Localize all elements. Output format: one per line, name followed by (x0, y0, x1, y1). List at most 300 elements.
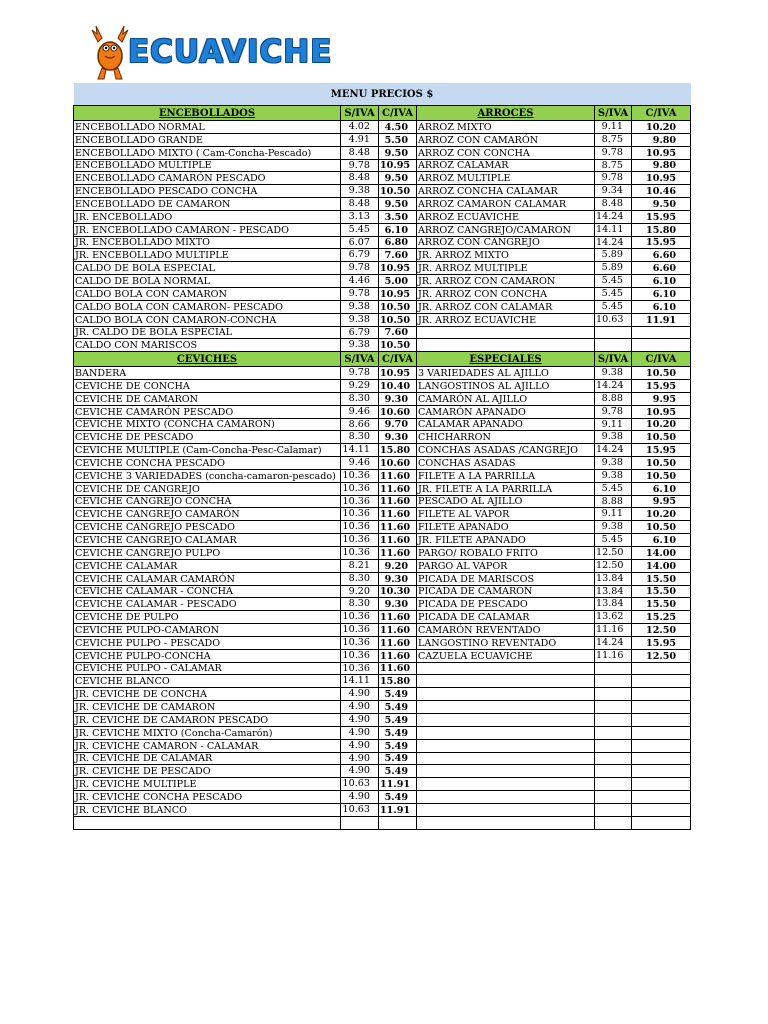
price-with-tax: 11.60 (379, 508, 417, 521)
item-name: CALAMAR APANADO (417, 418, 595, 431)
item-name: CAMARÓN REVENTADO (417, 624, 595, 637)
menu-row (74, 198, 691, 211)
menu-row (74, 367, 691, 380)
price-without-tax (341, 816, 379, 829)
price-without-tax: 10.36 (341, 662, 379, 675)
price-without-tax: 9.38 (341, 313, 379, 326)
item-name: CEVICHE DE CONCHA (74, 380, 341, 393)
price-without-tax: 10.63 (595, 313, 632, 326)
price-with-tax: 10.95 (379, 287, 417, 300)
item-name (417, 662, 595, 675)
price-without-tax: 9.34 (595, 185, 632, 198)
price-with-tax: 10.50 (379, 313, 417, 326)
price-without-tax: 9.38 (595, 431, 632, 444)
price-without-tax: 8.75 (595, 159, 632, 172)
price-with-tax: 11.91 (379, 778, 417, 791)
item-name: JR. ENCEBOLLADO CAMARON - PESCADO (74, 223, 341, 236)
ecuaviche-logo (88, 22, 333, 82)
price-without-tax: 13.84 (595, 598, 632, 611)
item-name: ARROZ CANGREJO/CAMARON (417, 223, 595, 236)
price-without-tax (595, 739, 632, 752)
price-with-tax: 10.50 (379, 339, 417, 352)
menu-row (74, 121, 691, 134)
price-without-tax: 5.45 (595, 275, 632, 288)
price-without-tax: 10.36 (341, 649, 379, 662)
item-name: CEVICHE PULPO - PESCADO (74, 636, 341, 649)
item-name: JR. ARROZ MIXTO (417, 249, 595, 262)
price-without-tax: 9.38 (341, 300, 379, 313)
item-name: ARROZ CON CANGREJO (417, 236, 595, 249)
item-name (417, 726, 595, 739)
price-without-tax: 10.63 (341, 778, 379, 791)
item-name: CAMARÓN APANADO (417, 405, 595, 418)
price-with-tax: 11.60 (379, 649, 417, 662)
price-without-tax: 14.24 (595, 210, 632, 223)
price-with-tax: 15.95 (632, 444, 691, 457)
price-without-tax: 5.89 (595, 262, 632, 275)
price-without-tax: 9.78 (595, 146, 632, 159)
item-name: ENCEBOLLADO PESCADO CONCHA (74, 185, 341, 198)
price-with-tax: 11.91 (379, 803, 417, 816)
menu-row (74, 495, 691, 508)
item-name (417, 713, 595, 726)
item-name: CEVICHE DE PESCADO (74, 431, 341, 444)
price-with-tax: 10.50 (632, 367, 691, 380)
menu-row (74, 547, 691, 560)
brand-name: ECUAVICHE (128, 34, 333, 70)
item-name: ARROZ MIXTO (417, 121, 595, 134)
item-name: ENCEBOLLADO GRANDE (74, 133, 341, 146)
item-name: JR. ARROZ CON CONCHA (417, 287, 595, 300)
price-with-tax: 5.49 (379, 765, 417, 778)
price-with-tax: 14.00 (632, 559, 691, 572)
price-without-tax: 14.11 (341, 444, 379, 457)
menu-row (74, 326, 691, 339)
price-with-tax: 11.60 (379, 547, 417, 560)
price-with-tax: 9.30 (379, 392, 417, 405)
price-without-tax: 13.84 (595, 572, 632, 585)
price-without-tax: 14.24 (595, 444, 632, 457)
crab-mascot-icon (88, 22, 132, 82)
price-with-tax: 15.80 (379, 675, 417, 688)
item-name: PARGO/ ROBALO FRITO (417, 547, 595, 560)
item-name: CEVICHE CANGREJO CAMARÓN (74, 508, 341, 521)
price-with-tax (379, 816, 417, 829)
menu-row (74, 611, 691, 624)
price-with-tax: 10.46 (632, 185, 691, 198)
item-name: LANGOSTINO REVENTADO (417, 636, 595, 649)
price-with-tax: 5.49 (379, 688, 417, 701)
price-with-tax: 14.00 (632, 547, 691, 560)
item-name (417, 675, 595, 688)
price-with-tax (632, 739, 691, 752)
price-with-tax: 7.60 (379, 249, 417, 262)
price-without-tax: 8.30 (341, 598, 379, 611)
menu-row (74, 172, 691, 185)
price-without-tax: 6.79 (341, 326, 379, 339)
price-with-tax: 5.49 (379, 752, 417, 765)
item-name (417, 816, 595, 829)
item-name (417, 326, 595, 339)
item-name: ENCEBOLLADO MIXTO ( Cam-Concha-Pescado) (74, 146, 341, 159)
item-name: JR. CEVICHE DE CALAMAR (74, 752, 341, 765)
price-with-tax: 9.50 (379, 172, 417, 185)
price-with-tax: 11.60 (379, 495, 417, 508)
menu-row (74, 675, 691, 688)
price-without-tax: 6.79 (341, 249, 379, 262)
price-with-tax: 6.10 (632, 275, 691, 288)
item-name: FILETE A LA PARRILLA (417, 469, 595, 482)
menu-row (74, 380, 691, 393)
price-with-tax: 6.10 (632, 534, 691, 547)
item-name: CAMARÓN AL AJILLO (417, 392, 595, 405)
price-without-tax: 9.78 (341, 367, 379, 380)
price-header-without-tax: S/IVA (341, 106, 379, 121)
price-with-tax: 10.30 (379, 585, 417, 598)
price-without-tax: 8.75 (595, 133, 632, 146)
section-title: CEVICHES (74, 352, 341, 367)
price-with-tax: 10.95 (379, 262, 417, 275)
price-with-tax: 12.50 (632, 624, 691, 637)
price-with-tax: 10.95 (632, 405, 691, 418)
menu-title-row (74, 83, 691, 106)
section-title: ENCEBOLLADOS (74, 106, 341, 121)
price-without-tax: 9.38 (595, 521, 632, 534)
item-name: CALDO DE BOLA NORMAL (74, 275, 341, 288)
item-name: JR. CEVICHE DE PESCADO (74, 765, 341, 778)
item-name: CEVICHE CALAMAR (74, 559, 341, 572)
menu-row (74, 339, 691, 352)
price-without-tax (595, 726, 632, 739)
price-with-tax: 6.10 (632, 482, 691, 495)
price-without-tax: 6.07 (341, 236, 379, 249)
menu-row (74, 636, 691, 649)
item-name: CEVICHE PULPO-CAMARON (74, 624, 341, 637)
menu-row (74, 392, 691, 405)
item-name: CEVICHE MULTIPLE (Cam-Concha-Pesc-Calamar) (74, 444, 341, 457)
item-name: CEVICHE CANGREJO PESCADO (74, 521, 341, 534)
price-with-tax: 10.50 (632, 469, 691, 482)
price-without-tax: 10.36 (341, 611, 379, 624)
price-without-tax: 8.48 (341, 198, 379, 211)
price-with-tax (632, 713, 691, 726)
price-without-tax: 10.36 (341, 624, 379, 637)
price-with-tax: 10.95 (632, 172, 691, 185)
price-without-tax: 10.36 (341, 482, 379, 495)
item-name: PICADA DE CAMARON (417, 585, 595, 598)
price-with-tax (632, 675, 691, 688)
price-without-tax: 8.88 (595, 392, 632, 405)
price-with-tax: 10.50 (379, 300, 417, 313)
price-with-tax: 10.95 (632, 146, 691, 159)
price-without-tax: 9.38 (341, 339, 379, 352)
price-without-tax (595, 752, 632, 765)
item-name (417, 701, 595, 714)
price-with-tax: 15.95 (632, 636, 691, 649)
price-without-tax (595, 765, 632, 778)
price-without-tax: 14.11 (595, 223, 632, 236)
item-name: JR. ARROZ MULTIPLE (417, 262, 595, 275)
menu-row (74, 778, 691, 791)
price-with-tax: 15.80 (632, 223, 691, 236)
price-without-tax: 13.84 (595, 585, 632, 598)
price-with-tax: 15.50 (632, 572, 691, 585)
price-with-tax: 11.60 (379, 624, 417, 637)
price-with-tax (632, 701, 691, 714)
price-with-tax: 15.80 (379, 444, 417, 457)
price-with-tax: 6.10 (379, 223, 417, 236)
menu-row (74, 662, 691, 675)
item-name: CEVICHE BLANCO (74, 675, 341, 688)
price-with-tax: 5.49 (379, 791, 417, 804)
price-without-tax: 9.78 (341, 262, 379, 275)
item-name: CEVICHE PULPO-CONCHA (74, 649, 341, 662)
menu-row (74, 701, 691, 714)
item-name: ENCEBOLLADO NORMAL (74, 121, 341, 134)
item-name: JR. CEVICHE DE CONCHA (74, 688, 341, 701)
price-without-tax (595, 778, 632, 791)
menu-row (74, 223, 691, 236)
price-header-without-tax: S/IVA (595, 106, 632, 121)
price-with-tax: 9.30 (379, 431, 417, 444)
price-with-tax: 11.60 (379, 611, 417, 624)
item-name: JR. CEVICHE CONCHA PESCADO (74, 791, 341, 804)
price-with-tax (632, 326, 691, 339)
price-without-tax: 9.78 (595, 172, 632, 185)
price-without-tax (595, 339, 632, 352)
menu-row (74, 624, 691, 637)
price-without-tax: 5.45 (595, 534, 632, 547)
item-name: ENCEBOLLADO DE CAMARON (74, 198, 341, 211)
price-with-tax: 9.30 (379, 598, 417, 611)
price-with-tax: 6.60 (632, 262, 691, 275)
price-with-tax: 9.50 (632, 198, 691, 211)
item-name: ARROZ MULTIPLE (417, 172, 595, 185)
item-name: JR. ARROZ CON CAMARON (417, 275, 595, 288)
item-name: CALDO BOLA CON CAMARON (74, 287, 341, 300)
menu-row (74, 482, 691, 495)
menu-row (74, 572, 691, 585)
menu-row (74, 508, 691, 521)
price-without-tax (595, 675, 632, 688)
item-name: ARROZ CONCHA CALAMAR (417, 185, 595, 198)
menu-row (74, 803, 691, 816)
menu-row (74, 146, 691, 159)
price-without-tax: 8.30 (341, 572, 379, 585)
price-without-tax: 9.11 (595, 508, 632, 521)
menu-row (74, 713, 691, 726)
price-with-tax: 11.91 (632, 313, 691, 326)
menu-row (74, 210, 691, 223)
price-without-tax: 14.11 (341, 675, 379, 688)
section-header-row (74, 106, 691, 121)
item-name: CALDO BOLA CON CAMARON- PESCADO (74, 300, 341, 313)
price-with-tax: 9.30 (379, 572, 417, 585)
price-with-tax (632, 688, 691, 701)
section-title: ESPECIALES (417, 352, 595, 367)
item-name: CAZUELA ECUAVICHE (417, 649, 595, 662)
price-with-tax: 9.50 (379, 146, 417, 159)
price-without-tax: 9.11 (595, 121, 632, 134)
price-without-tax (595, 662, 632, 675)
price-without-tax: 10.63 (341, 803, 379, 816)
item-name: CEVICHE DE CAMARON (74, 392, 341, 405)
menu-row (74, 457, 691, 470)
price-without-tax: 8.48 (341, 146, 379, 159)
price-without-tax: 4.90 (341, 713, 379, 726)
item-name: CALDO BOLA CON CAMARON-CONCHA (74, 313, 341, 326)
menu-row (74, 598, 691, 611)
item-name: LANGOSTINOS AL AJILLO (417, 380, 595, 393)
item-name: JR. CEVICHE DE CAMARON PESCADO (74, 713, 341, 726)
price-without-tax: 5.89 (595, 249, 632, 262)
price-without-tax: 9.78 (595, 405, 632, 418)
item-name: CEVICHE DE CANGREJO (74, 482, 341, 495)
menu-row (74, 236, 691, 249)
price-with-tax (632, 662, 691, 675)
item-name: CEVICHE CONCHA PESCADO (74, 457, 341, 470)
price-without-tax: 10.36 (341, 495, 379, 508)
item-name: ARROZ CON CONCHA (417, 146, 595, 159)
price-without-tax: 5.45 (595, 300, 632, 313)
price-with-tax: 11.60 (379, 482, 417, 495)
price-with-tax: 10.20 (632, 508, 691, 521)
item-name: JR. ARROZ CON CALAMAR (417, 300, 595, 313)
price-with-tax (632, 726, 691, 739)
price-with-tax: 4.50 (379, 121, 417, 134)
price-with-tax (632, 816, 691, 829)
price-with-tax: 10.20 (632, 121, 691, 134)
menu-row (74, 791, 691, 804)
price-with-tax: 6.10 (632, 287, 691, 300)
price-without-tax: 10.36 (341, 547, 379, 560)
item-name: CEVICHE CAMARÓN PESCADO (74, 405, 341, 418)
price-without-tax (595, 701, 632, 714)
item-name: 3 VARIEDADES AL AJILLO (417, 367, 595, 380)
menu-row (74, 431, 691, 444)
price-without-tax: 4.46 (341, 275, 379, 288)
price-without-tax: 14.24 (595, 636, 632, 649)
item-name (417, 688, 595, 701)
price-with-tax: 5.50 (379, 133, 417, 146)
menu-row (74, 405, 691, 418)
price-without-tax: 10.36 (341, 469, 379, 482)
price-with-tax: 10.50 (632, 457, 691, 470)
item-name: JR. ARROZ ECUAVICHE (417, 313, 595, 326)
price-without-tax: 9.20 (341, 585, 379, 598)
price-with-tax: 5.49 (379, 701, 417, 714)
item-name: JR. CEVICHE CAMARON - CALAMAR (74, 739, 341, 752)
price-with-tax: 10.50 (379, 185, 417, 198)
price-with-tax: 5.00 (379, 275, 417, 288)
item-name: ARROZ ECUAVICHE (417, 210, 595, 223)
price-without-tax (595, 713, 632, 726)
price-without-tax: 9.38 (341, 185, 379, 198)
price-without-tax: 4.90 (341, 688, 379, 701)
price-without-tax: 9.78 (341, 159, 379, 172)
item-name: CONCHAS ASADAS (417, 457, 595, 470)
price-with-tax: 15.50 (632, 585, 691, 598)
menu-row (74, 726, 691, 739)
menu-row (74, 585, 691, 598)
price-without-tax: 8.30 (341, 431, 379, 444)
item-name (417, 752, 595, 765)
item-name: CEVICHE CALAMAR - CONCHA (74, 585, 341, 598)
item-name: BANDERA (74, 367, 341, 380)
price-without-tax: 8.88 (595, 495, 632, 508)
item-name: CEVICHE 3 VARIEDADES (concha-camaron-pescado) (74, 469, 341, 482)
price-with-tax: 11.60 (379, 469, 417, 482)
price-without-tax: 9.46 (341, 457, 379, 470)
price-with-tax: 6.80 (379, 236, 417, 249)
price-without-tax (595, 688, 632, 701)
item-name: JR. ENCEBOLLADO MULTIPLE (74, 249, 341, 262)
price-without-tax: 11.16 (595, 649, 632, 662)
price-with-tax (632, 803, 691, 816)
price-with-tax: 15.95 (632, 236, 691, 249)
menu-row (74, 752, 691, 765)
item-name (417, 791, 595, 804)
item-name: CEVICHE CANGREJO PULPO (74, 547, 341, 560)
item-name (74, 816, 341, 829)
item-name: PESCADO AL AJILLO (417, 495, 595, 508)
menu-row (74, 649, 691, 662)
item-name (417, 803, 595, 816)
price-without-tax: 5.45 (595, 287, 632, 300)
price-without-tax: 4.90 (341, 765, 379, 778)
item-name (417, 339, 595, 352)
price-without-tax: 4.90 (341, 701, 379, 714)
item-name: ARROZ CALAMAR (417, 159, 595, 172)
price-without-tax (595, 326, 632, 339)
item-name: PARGO AL VAPOR (417, 559, 595, 572)
price-without-tax: 11.16 (595, 624, 632, 637)
price-without-tax: 12.50 (595, 559, 632, 572)
price-with-tax: 10.40 (379, 380, 417, 393)
menu-row (74, 559, 691, 572)
price-without-tax: 10.36 (341, 636, 379, 649)
price-without-tax: 5.45 (341, 223, 379, 236)
price-without-tax: 9.38 (595, 367, 632, 380)
price-header-with-tax: C/IVA (379, 106, 417, 121)
price-without-tax: 9.38 (595, 469, 632, 482)
menu-row (74, 816, 691, 829)
price-without-tax: 4.90 (341, 739, 379, 752)
item-name: CEVICHE DE PULPO (74, 611, 341, 624)
menu-row (74, 185, 691, 198)
item-name: FILETE APANADO (417, 521, 595, 534)
menu-row (74, 275, 691, 288)
price-without-tax: 10.36 (341, 508, 379, 521)
price-menu-table (73, 83, 691, 830)
item-name: JR. ENCEBOLLADO MIXTO (74, 236, 341, 249)
price-with-tax: 9.80 (632, 159, 691, 172)
item-name: PICADA DE MARISCOS (417, 572, 595, 585)
price-header-without-tax: S/IVA (341, 352, 379, 367)
price-without-tax: 8.48 (595, 198, 632, 211)
price-without-tax: 4.90 (341, 726, 379, 739)
price-with-tax (632, 765, 691, 778)
price-with-tax: 9.95 (632, 392, 691, 405)
item-name: CALDO CON MARISCOS (74, 339, 341, 352)
price-with-tax: 11.60 (379, 662, 417, 675)
menu-row (74, 262, 691, 275)
price-with-tax: 6.10 (632, 300, 691, 313)
price-with-tax: 10.95 (379, 367, 417, 380)
item-name: ENCEBOLLADO MULTIPLE (74, 159, 341, 172)
price-without-tax: 4.90 (341, 752, 379, 765)
price-without-tax (595, 803, 632, 816)
